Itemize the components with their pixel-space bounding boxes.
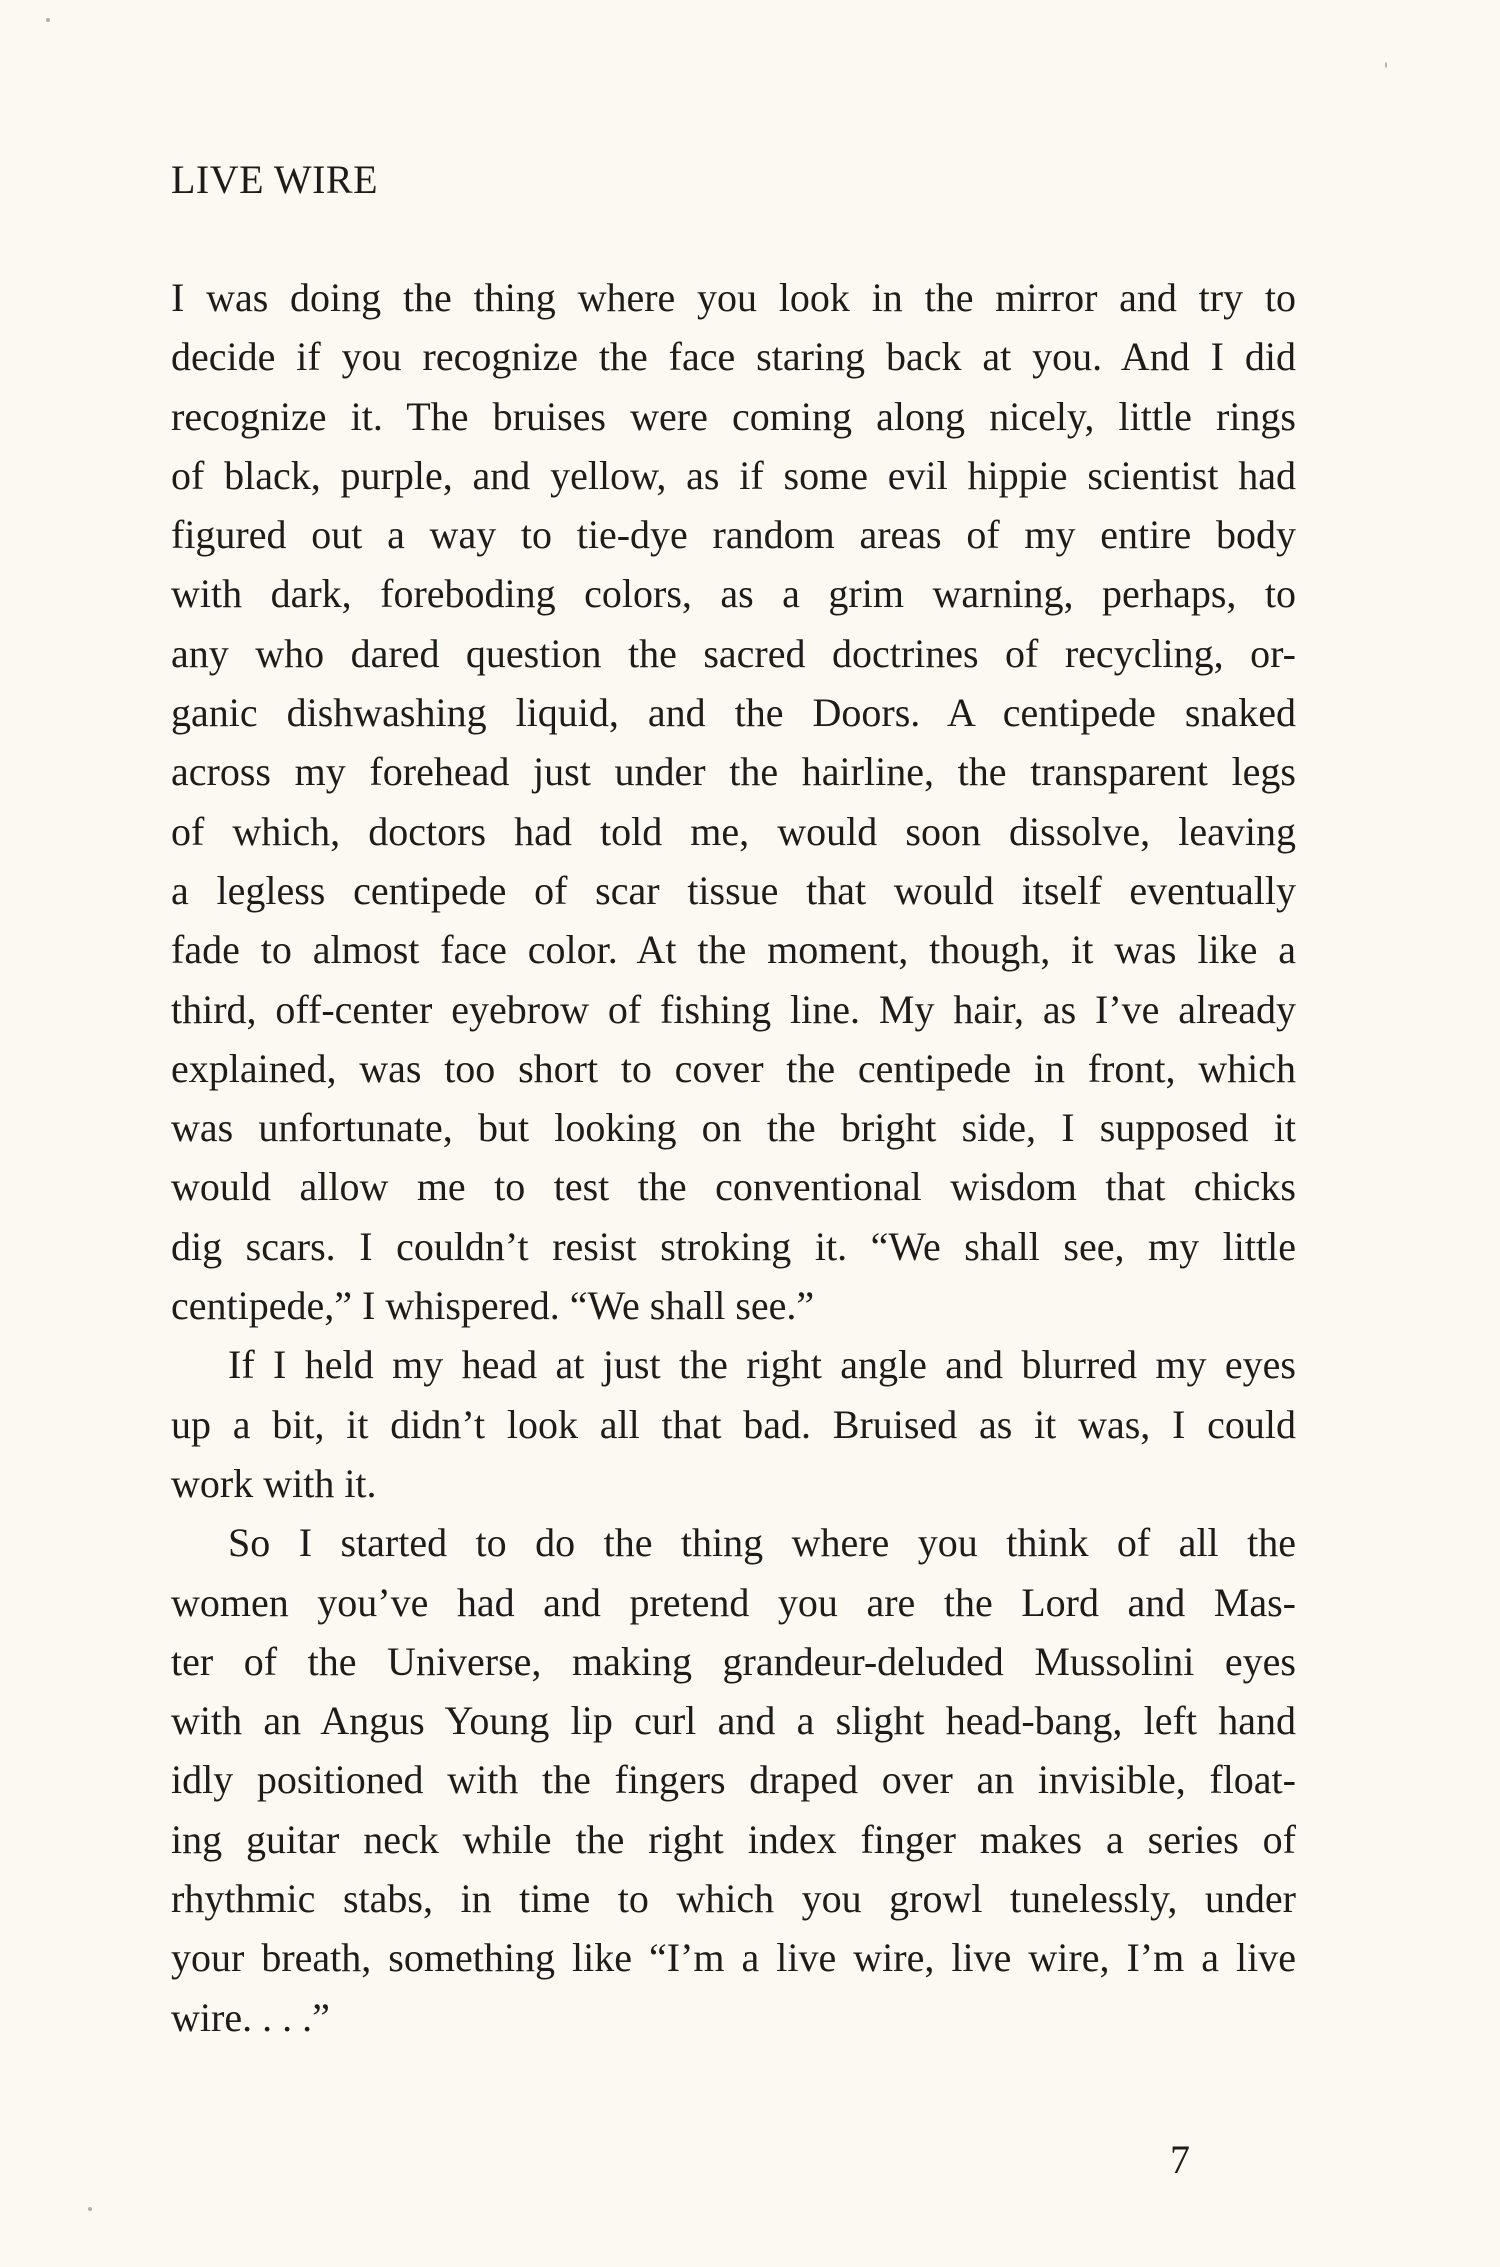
page-number: 7 (1170, 2137, 1190, 2182)
text-line: dig scars. I couldn’t resist stroking it. “We shall see, my little (171, 1223, 1296, 1269)
paper-speck (46, 18, 50, 22)
text-line: women you’ve had and pretend you are the Lord and Mas- (171, 1579, 1296, 1625)
text-line: ganic dishwashing liquid, and the Doors. A centipede snaked (171, 690, 1296, 736)
text-line: figured out a way to tie-dye random areas of my entire body (171, 512, 1296, 558)
running-head: LIVE WIRE (171, 157, 379, 202)
text-line: would allow me to test the conventional wisdom that chicks (171, 1164, 1296, 1210)
paper-speck (88, 2207, 92, 2211)
text-line: work with it. (171, 1460, 377, 1506)
text-line: third, off-center eyebrow of fishing line. My hair, as I’ve already (171, 986, 1296, 1032)
text-line: your breath, something like “I’m a live wire, live wire, I’m a live (171, 1935, 1296, 1981)
text-line: of which, doctors had told me, would soon dissolve, leaving (171, 808, 1296, 854)
text-line: idly positioned with the fingers draped over an invisible, float- (171, 1757, 1296, 1803)
text-line: up a bit, it didn’t look all that bad. Bruised as it was, I could (171, 1401, 1296, 1447)
text-line: centipede,” I whispered. “We shall see.” (171, 1283, 815, 1329)
text-line: So I started to do the thing where you think of all the (228, 1520, 1296, 1566)
text-line: fade to almost face color. At the moment, though, it was like a (171, 927, 1296, 973)
text-line: a legless centipede of scar tissue that would itself eventually (171, 867, 1296, 913)
text-line: wire. . . .” (171, 1994, 330, 2040)
text-line: with an Angus Young lip curl and a slight head-bang, left hand (171, 1698, 1296, 1744)
text-line: with dark, foreboding colors, as a grim warning, perhaps, to (171, 571, 1296, 617)
text-line: ter of the Universe, making grandeur-deluded Mussolini eyes (171, 1638, 1296, 1684)
text-line: of black, purple, and yellow, as if some evil hippie scientist had (171, 452, 1296, 498)
text-line: decide if you recognize the face staring back at you. And I did (171, 334, 1296, 380)
paper-speck (1385, 62, 1387, 68)
text-line: If I held my head at just the right angle and blurred my eyes (228, 1342, 1296, 1388)
text-line: recognize it. The bruises were coming along nicely, little rings (171, 393, 1296, 439)
text-line: across my forehead just under the hairline, the transparent legs (171, 749, 1296, 795)
text-line: was unfortunate, but looking on the bright side, I supposed it (171, 1105, 1296, 1151)
text-line: any who dared question the sacred doctrines of recycling, or- (171, 630, 1296, 676)
text-line: ing guitar neck while the right index finger makes a series of (171, 1816, 1296, 1862)
body-text (171, 268, 1296, 2047)
text-line: rhythmic stabs, in time to which you growl tunelessly, under (171, 1876, 1296, 1922)
text-line: I was doing the thing where you look in the mirror and try to (171, 275, 1296, 320)
text-line: explained, was too short to cover the centipede in front, which (171, 1045, 1296, 1091)
